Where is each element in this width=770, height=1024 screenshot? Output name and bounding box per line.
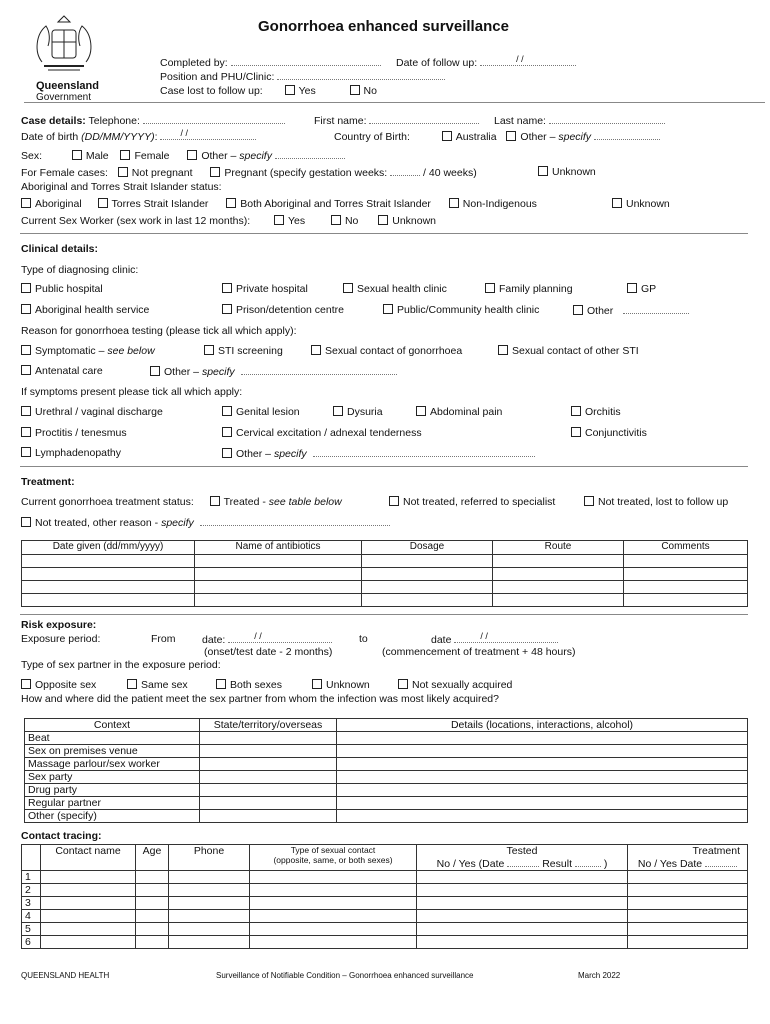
to-label: to	[359, 633, 368, 645]
footer-left: QUEENSLAND HEALTH	[21, 971, 110, 980]
telephone-label: Telephone:	[88, 115, 140, 127]
first-name-row	[314, 114, 479, 127]
orchitis-checkbox[interactable]	[571, 406, 581, 416]
onset-note: (onset/test date - 2 months)	[204, 646, 333, 658]
case-lost-row: Case lost to follow up: Yes No	[160, 85, 377, 97]
non-indigenous-checkbox[interactable]	[449, 198, 459, 208]
case-details-heading: Case details:	[21, 115, 86, 127]
to-date-row: date / /	[431, 633, 558, 646]
follow-up-date-row	[396, 56, 576, 69]
dob-field[interactable]: / /	[160, 130, 256, 140]
not-treated-lost-option: Not treated, lost to follow up	[584, 496, 728, 508]
clinic-other-field[interactable]	[623, 304, 689, 314]
last-name-field[interactable]	[549, 114, 665, 124]
not-treated-lost-checkbox[interactable]	[584, 496, 594, 506]
sexual-contact-gon-option: Sexual contact of gonorrhoea	[311, 345, 462, 357]
partner-unknown-checkbox[interactable]	[312, 679, 322, 689]
dob-label: Date of birth	[21, 131, 79, 143]
abdominal-checkbox[interactable]	[416, 406, 426, 416]
sexual-contact-gon-checkbox[interactable]	[311, 345, 321, 355]
sex-label: Sex:	[21, 150, 43, 162]
australia-checkbox[interactable]	[442, 131, 452, 141]
col-route: Route	[493, 541, 624, 555]
country-other-field[interactable]	[594, 130, 660, 140]
not-treated-other-field[interactable]	[200, 516, 390, 526]
pregnancy-unknown: Unknown	[538, 166, 596, 178]
from-label: From	[151, 633, 176, 645]
not-treated-specialist-checkbox[interactable]	[389, 496, 399, 506]
reason-other-option: Other – specify	[150, 365, 397, 378]
unknown-option: Unknown	[312, 679, 370, 691]
prison-checkbox[interactable]	[222, 304, 232, 314]
prison-option: Prison/detention centre	[222, 304, 344, 316]
aboriginal-checkbox[interactable]	[21, 198, 31, 208]
cervical-checkbox[interactable]	[222, 427, 232, 437]
not-treated-other-option: Not treated, other reason - specify	[21, 516, 390, 529]
opposite-option: Opposite sex	[21, 679, 96, 691]
lymph-checkbox[interactable]	[21, 447, 31, 457]
sexual-contact-sti-option: Sexual contact of other STI	[498, 345, 639, 357]
symptom-other-checkbox[interactable]	[222, 448, 232, 458]
gp-checkbox[interactable]	[627, 283, 637, 293]
tsi-checkbox[interactable]	[98, 198, 108, 208]
sexual-contact-sti-checkbox[interactable]	[498, 345, 508, 355]
public-community-option: Public/Community health clinic	[383, 304, 539, 316]
gestation-weeks-field[interactable]	[390, 166, 420, 176]
sex-other-checkbox[interactable]	[187, 150, 197, 160]
footer-right: March 2022	[578, 971, 621, 980]
opposite-sex-checkbox[interactable]	[21, 679, 31, 689]
atsi-row: Aboriginal Torres Strait Islander Both Aboriginal and Torres Strait Islander Non-Indigenous	[21, 198, 537, 210]
antenatal-checkbox[interactable]	[21, 365, 31, 375]
not-sexually-option: Not sexually acquired	[398, 679, 512, 691]
table-row[interactable]: Beat	[25, 732, 748, 745]
last-name-label: Last name:	[494, 115, 546, 127]
sex-worker-unknown-checkbox[interactable]	[378, 215, 388, 225]
sexual-health-checkbox[interactable]	[343, 283, 353, 293]
case-lost-yes-checkbox[interactable]	[285, 85, 295, 95]
cervical-option: Cervical excitation / adnexal tenderness	[222, 427, 422, 439]
col-row-number	[22, 845, 41, 871]
clinic-type-label: Type of diagnosing clinic:	[21, 264, 139, 276]
genital-lesion-checkbox[interactable]	[222, 406, 232, 416]
table-row[interactable]: Sex on premises venue	[25, 745, 748, 758]
divider	[20, 466, 748, 467]
telephone-field[interactable]	[143, 114, 285, 124]
male-checkbox[interactable]	[72, 150, 82, 160]
case-lost-no-checkbox[interactable]	[350, 85, 360, 95]
symptom-other-field[interactable]	[313, 447, 535, 457]
col-state: State/territory/overseas	[200, 719, 337, 732]
table-row[interactable]: Drug party	[25, 784, 748, 797]
table-row[interactable]: Sex party	[25, 771, 748, 784]
aboriginal-health-checkbox[interactable]	[21, 304, 31, 314]
table-row[interactable]	[22, 555, 748, 568]
treatment-status-row: Current gonorrhoea treatment status: Treated - see table below	[21, 496, 342, 508]
logo-text-queensland: Queensland	[36, 80, 99, 92]
reason-other-checkbox[interactable]	[150, 366, 160, 376]
divider	[24, 102, 765, 103]
contact-heading: Contact tracing:	[21, 830, 102, 842]
dob-row: Date of birth (DD/MM/YYYY): / /	[21, 130, 256, 143]
follow-up-date-field[interactable]: / /	[480, 56, 576, 66]
clinic-other-checkbox[interactable]	[573, 305, 583, 315]
completed-by-field[interactable]	[231, 56, 381, 66]
country-row: Country of Birth: Australia Other – specify	[334, 130, 660, 143]
public-hospital-checkbox[interactable]	[21, 283, 31, 293]
sex-row: Sex: Male Female Other – specify	[21, 149, 345, 162]
reason-other-field[interactable]	[241, 365, 397, 375]
family-planning-option: Family planning	[485, 283, 573, 295]
col-age: Age	[136, 845, 169, 871]
col-contact-name: Contact name	[41, 845, 136, 871]
clinic-other-option: Other	[573, 304, 689, 317]
reason-label: Reason for gonorrhoea testing (please tick all which apply):	[21, 325, 297, 337]
atsi-unknown: Unknown	[612, 198, 670, 210]
partner-type-label: Type of sex partner in the exposure period:	[21, 659, 221, 671]
aboriginal-health-option: Aboriginal health service	[21, 304, 149, 316]
lymph-option: Lymphadenopathy	[21, 447, 121, 459]
first-name-label: First name:	[314, 115, 367, 127]
sex-worker-yes-checkbox[interactable]	[274, 215, 284, 225]
col-date-given: Date given (dd/mm/yyyy)	[22, 541, 195, 555]
footer-center: Surveillance of Notifiable Condition – Gonorrhoea enhanced surveillance	[216, 971, 474, 980]
genital-lesion-option: Genital lesion	[222, 406, 300, 418]
position-phu-row	[160, 70, 445, 83]
follow-up-date-label: Date of follow up:	[396, 57, 478, 69]
logo-text-government: Government	[36, 92, 92, 103]
table-row[interactable]: 5	[22, 923, 748, 936]
table-row[interactable]: Regular partner	[25, 797, 748, 810]
not-treated-specialist-option: Not treated, referred to specialist	[389, 496, 555, 508]
sexual-health-option: Sexual health clinic	[343, 283, 447, 295]
abdominal-option: Abdominal pain	[416, 406, 502, 418]
sex-worker-no-checkbox[interactable]	[331, 215, 341, 225]
same-sex-checkbox[interactable]	[127, 679, 137, 689]
proctitis-checkbox[interactable]	[21, 427, 31, 437]
pregnant-checkbox[interactable]	[210, 167, 220, 177]
treatment-heading: Treatment:	[21, 476, 75, 488]
treatment-status-label: Current gonorrhoea treatment status:	[21, 496, 194, 508]
col-contact-type: Type of sexual contact (opposite, same, or both sexes)	[250, 845, 417, 871]
symptoms-label: If symptoms present please tick all which apply:	[21, 386, 243, 398]
last-name-row	[494, 114, 665, 127]
table-row[interactable]	[22, 568, 748, 581]
col-details: Details (locations, interactions, alcohol)	[337, 719, 748, 732]
pregnancy-unknown-checkbox[interactable]	[538, 166, 548, 176]
public-community-checkbox[interactable]	[383, 304, 393, 314]
sti-screening-checkbox[interactable]	[204, 345, 214, 355]
sti-screening-option: STI screening	[204, 345, 283, 357]
col-comments: Comments	[624, 541, 748, 555]
contact-table	[21, 844, 748, 949]
dysuria-checkbox[interactable]	[333, 406, 343, 416]
completed-by-row	[160, 56, 381, 69]
risk-heading: Risk exposure:	[21, 619, 97, 631]
symptomatic-option: Symptomatic – see below	[21, 345, 155, 357]
country-other-checkbox[interactable]	[506, 131, 516, 141]
page-title: Gonorrhoea enhanced surveillance	[258, 18, 509, 35]
table-row[interactable]	[22, 594, 748, 607]
private-hospital-checkbox[interactable]	[222, 283, 232, 293]
atsi-unknown-checkbox[interactable]	[612, 198, 622, 208]
clinical-heading: Clinical details:	[21, 243, 99, 255]
female-cases-label: For Female cases:	[21, 167, 108, 179]
both-sexes-checkbox[interactable]	[216, 679, 226, 689]
table-row[interactable]	[22, 581, 748, 594]
case-lost-label: Case lost to follow up:	[160, 85, 263, 97]
col-context: Context	[25, 719, 200, 732]
proctitis-option: Proctitis / tenesmus	[21, 427, 127, 439]
family-planning-checkbox[interactable]	[485, 283, 495, 293]
treated-checkbox[interactable]	[210, 496, 220, 506]
coat-of-arms-icon	[28, 12, 100, 82]
sex-other-field[interactable]	[275, 149, 345, 159]
female-cases-row: For Female cases: Not pregnant Pregnant (specify gestation weeks: / 40 weeks)	[21, 167, 477, 179]
col-treatment: Treatment No / Yes Date	[628, 845, 748, 871]
col-tested: Tested No / Yes (Date Result )	[417, 845, 628, 871]
exposure-period-label: Exposure period:	[21, 633, 101, 645]
case-telephone-row	[21, 114, 285, 127]
atsi-status-label: Aboriginal and Torres Strait Islander status:	[21, 181, 222, 193]
conjunctivitis-option: Conjunctivitis	[571, 427, 647, 439]
urethral-option: Urethral / vaginal discharge	[21, 406, 163, 418]
divider	[20, 614, 748, 615]
private-hospital-option: Private hospital	[222, 283, 308, 295]
symptom-other-option: Other – specify	[222, 447, 535, 460]
country-label: Country of Birth:	[334, 131, 410, 143]
completed-by-label: Completed by:	[160, 57, 228, 69]
dysuria-option: Dysuria	[333, 406, 383, 418]
both-atsi-checkbox[interactable]	[226, 198, 236, 208]
queensland-logo	[28, 12, 100, 82]
treatment-table	[21, 540, 748, 607]
to-date-field[interactable]: / /	[454, 633, 558, 643]
col-dosage: Dosage	[362, 541, 493, 555]
not-pregnant-checkbox[interactable]	[118, 167, 128, 177]
table-row[interactable]: 6	[22, 936, 748, 949]
female-checkbox[interactable]	[120, 150, 130, 160]
public-hospital-option: Public hospital	[21, 283, 103, 295]
context-table	[24, 718, 748, 823]
antenatal-option: Antenatal care	[21, 365, 103, 377]
position-phu-field[interactable]	[277, 70, 445, 80]
position-phu-label: Position and PHU/Clinic:	[160, 71, 275, 83]
table-row[interactable]: Other (specify)	[25, 810, 748, 823]
table-row[interactable]: 2	[22, 884, 748, 897]
not-sexually-checkbox[interactable]	[398, 679, 408, 689]
urethral-checkbox[interactable]	[21, 406, 31, 416]
commencement-note: (commencement of treatment + 48 hours)	[382, 646, 576, 658]
divider	[20, 233, 748, 234]
sex-worker-label: Current Sex Worker (sex work in last 12 months):	[21, 215, 251, 227]
symptomatic-checkbox[interactable]	[21, 345, 31, 355]
from-date-row: date: / /	[202, 633, 332, 646]
from-date-field[interactable]: / /	[228, 633, 332, 643]
table-row[interactable]: 3	[22, 897, 748, 910]
table-row[interactable]: 4	[22, 910, 748, 923]
gp-option: GP	[627, 283, 656, 295]
first-name-field[interactable]	[369, 114, 479, 124]
not-treated-other-checkbox[interactable]	[21, 517, 31, 527]
how-where-label: How and where did the patient meet the sex partner from whom the infection was most likely acquired?	[21, 693, 499, 705]
sex-worker-row: Current Sex Worker (sex work in last 12 months): Yes No Unknown	[21, 215, 437, 227]
conjunctivitis-checkbox[interactable]	[571, 427, 581, 437]
col-antibiotics: Name of antibiotics	[195, 541, 362, 555]
table-row[interactable]: 1	[22, 871, 748, 884]
table-row[interactable]: Massage parlour/sex worker	[25, 758, 748, 771]
orchitis-option: Orchitis	[571, 406, 621, 418]
both-option: Both sexes	[216, 679, 282, 691]
same-option: Same sex	[127, 679, 188, 691]
col-phone: Phone	[169, 845, 250, 871]
